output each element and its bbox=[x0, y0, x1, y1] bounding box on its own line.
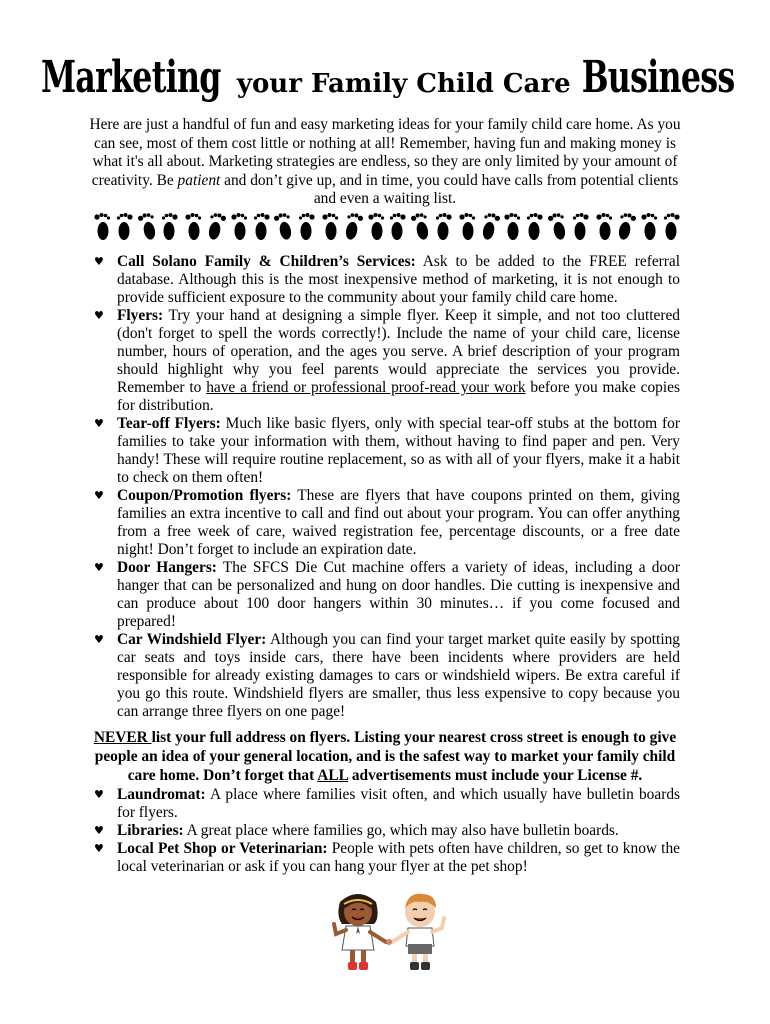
footprint-icon bbox=[183, 211, 203, 241]
footprint-icon bbox=[320, 211, 340, 241]
footprint-icon bbox=[411, 211, 431, 241]
footprint-icon bbox=[160, 211, 180, 241]
heart-bullet-icon: ♥ bbox=[94, 842, 104, 855]
footprint-icon bbox=[297, 211, 317, 241]
footprint-icon bbox=[92, 211, 112, 241]
footprint-icon bbox=[138, 211, 158, 241]
footprint-icon bbox=[229, 211, 249, 241]
footprint-icon bbox=[480, 211, 500, 241]
more-ideas-list bbox=[90, 786, 680, 876]
footprints-divider bbox=[92, 211, 682, 241]
footprint-icon bbox=[525, 211, 545, 241]
footprint-icon bbox=[366, 211, 386, 241]
intro-paragraph: Here are just a handful of fun and easy marketing ideas for your family child care home. As you can see, most of them cost little or nothing at all! Remember, having fun and making money is what it's all about. Marketing strategies are endless, so they are only limited by your amount of creativity. Be patient and don’t give up, and in time, you could have calls from potential clients and even a waiting list. bbox=[89, 116, 681, 207]
heart-bullet-icon: ♥ bbox=[94, 489, 104, 502]
list-item: ♥ Tear-off Flyers: Much like basic flyers, only with special tear-off stubs at the bottom for families to take your information with them, without having to find paper and pen. Very handy! These will require routine replacement, so as with all of your flyers, make it a habit to check on them often! bbox=[94, 415, 680, 486]
heart-bullet-icon: ♥ bbox=[94, 788, 104, 801]
title-part-middle: your Family Child Care bbox=[236, 69, 571, 99]
footprint-icon bbox=[548, 211, 568, 241]
list-item: ♥ Flyers: Try your hand at designing a simple flyer. Keep it simple, and not too cluttered (don't forget to spell the words correctly!). Include the name of your child care, license number, hours of operation, and the ages you serve. A brief description of your program should highlight why you feel parents would appreciate the services you provide. Remember to have a friend or professional proof-read your work before you make copies for distribution. bbox=[94, 307, 680, 414]
list-item: ♥ Libraries: A great place where families go, which may also have bulletin boards. bbox=[94, 822, 619, 839]
heart-bullet-icon: ♥ bbox=[94, 561, 104, 574]
list-item: ♥ Door Hangers: The SFCS Die Cut machine offers a variety of ideas, including a door hanger that can be personalized and hung on door handles. Die cutting is inexpensive and can produce about 100 door hangers within 30 minutes… if you come focused and prepared! bbox=[94, 559, 680, 630]
list-item: ♥ Laundromat: A place where families visit often, and which usually have bulletin boards for flyers. bbox=[94, 786, 680, 821]
list-item: ♥ Call Solano Family & Children’s Services: Ask to be added to the FREE referral database. Although this is the most inexpensive method of marketing, it is not enough to provide sufficient exposure to the community about your family child care home. bbox=[94, 253, 681, 306]
footprint-icon bbox=[457, 211, 477, 241]
footprint-icon bbox=[616, 211, 636, 241]
list-item: ♥ Coupon/Promotion flyers: These are flyers that have coupons printed on them, giving families an extra incentive to call and find out about your program. You can offer anything from a free week of care, waived registration fee, percentage discounts, or a free date night! Don’t forget to include an expiration date. bbox=[94, 487, 680, 558]
footprint-icon bbox=[594, 211, 614, 241]
heart-bullet-icon: ♥ bbox=[94, 417, 104, 430]
footprint-icon bbox=[206, 211, 226, 241]
footprint-icon bbox=[502, 211, 522, 241]
title-part-marketing: Marketing bbox=[40, 52, 221, 103]
list-item: ♥ Car Windshield Flyer: Although you can find your target market quite easily by spotting car seats and toys inside cars, there have been incidents where providers are held responsible for already existing damages to cars or windshield wipers. Be extra careful if you go this route. Windshield flyers are smaller, thus less expensive to copy because you can arrange three flyers on one page! bbox=[94, 631, 680, 720]
children-holding-hands-illustration bbox=[330, 888, 460, 976]
footprint-icon bbox=[388, 211, 408, 241]
footprint-icon bbox=[343, 211, 363, 241]
footprint-icon bbox=[115, 211, 135, 241]
address-warning: NEVER list your full address on flyers. Listing your nearest cross street is enough to give people an idea of your general location, and is the safest way to market your family child care home. Don’t forget that ALL advertisements must include your License #. bbox=[93, 729, 677, 784]
title-part-business: Business bbox=[581, 52, 735, 103]
footprint-icon bbox=[274, 211, 294, 241]
marketing-ideas-list bbox=[90, 253, 680, 721]
list-item: ♥ Local Pet Shop or Veterinarian: People with pets often have children, so get to know the local veterinarian or ask if you can hang your flyer at the pet shop! bbox=[94, 840, 680, 875]
heart-bullet-icon: ♥ bbox=[94, 255, 104, 268]
footprint-icon bbox=[662, 211, 682, 241]
page-title bbox=[0, 52, 770, 103]
heart-bullet-icon: ♥ bbox=[94, 309, 104, 322]
footprint-icon bbox=[571, 211, 591, 241]
intro-emphasis: patient bbox=[177, 171, 221, 189]
heart-bullet-icon: ♥ bbox=[94, 824, 104, 837]
footprint-icon bbox=[639, 211, 659, 241]
footprint-icon bbox=[434, 211, 454, 241]
footprint-icon bbox=[252, 211, 272, 241]
heart-bullet-icon: ♥ bbox=[94, 633, 104, 646]
